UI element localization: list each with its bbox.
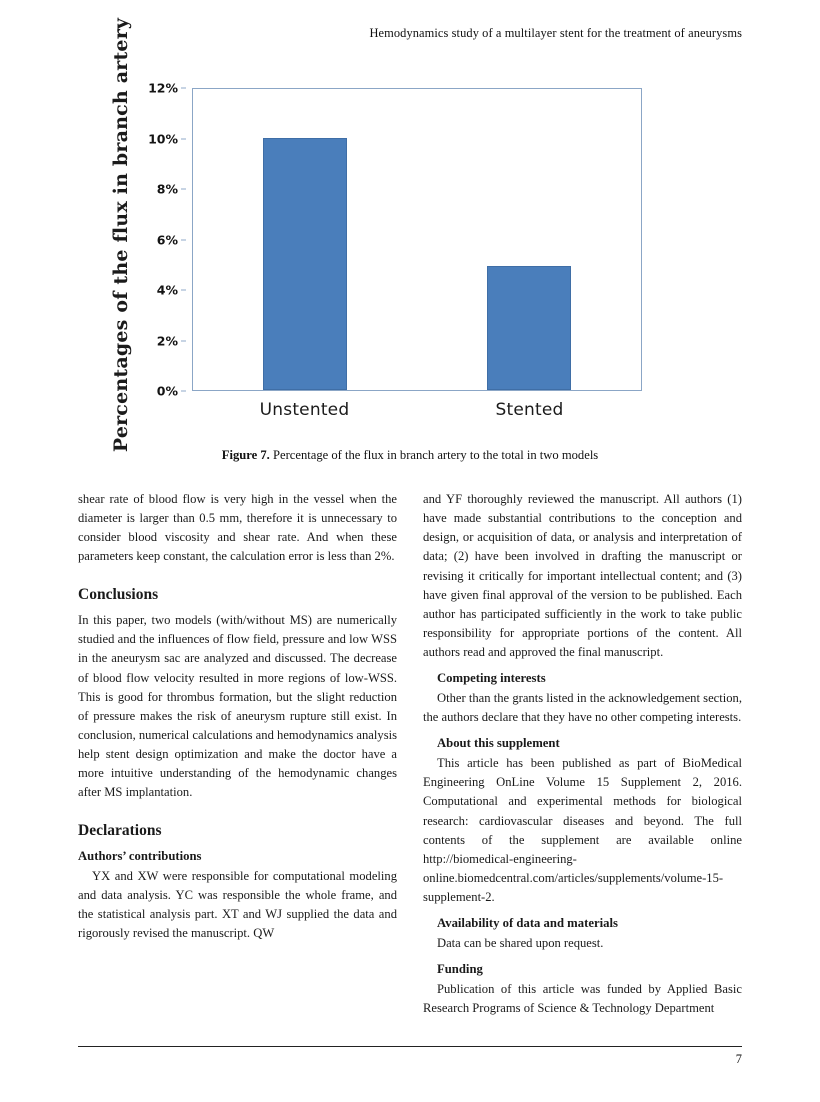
chart-x-tick-label: Unstented — [259, 400, 350, 420]
chart-y-tick-mark — [181, 391, 186, 392]
heading-availability: Availability of data and materials — [437, 916, 618, 931]
figure-caption-label: Figure 7. — [221, 448, 270, 462]
paragraph-funding: Publication of this article was funded by Applied Basic Research Programs of Science & Technology Department — [423, 981, 742, 1016]
heading-about-this-supplement: About this supplement — [437, 736, 560, 751]
chart-y-tick-label: 8% — [156, 181, 178, 197]
chart-x-tick-label: Stented — [495, 400, 564, 420]
paragraph-authors-contributions-continued: and YF thoroughly reviewed the manuscript. All authors (1) have made substantial contributions to the conception and design, or acquisition of data, or analysis and interpretation of data; (2) have been involved in drafting the manuscript or revising it critically for important intellectual content; and (3) have given final approval of the version to be published. Each author has participated sufficiently in the work to take public responsibility for appropriate portions of the content. All authors read and approved the final manuscript. — [423, 492, 742, 660]
paragraph-conclusions: In this paper, two models (with/without MS) are numerically studied and the influences of flow field, pressure and low WSS in the aneurysm sac are analyzed and discussed. The decrease of blood flow velocity resulted in more regions of low-WSS. This is good for thrombus formation, but the slight reduction of pressure makes the risk of aneurysm rupture still exist. In conclusion, numerical calculations and hemodynamics analysis help stent design optimization and make the doctor have a more intuitive understanding of the hemodynamic changes after MS implantation. — [78, 613, 397, 800]
footer-rule — [78, 1046, 742, 1047]
heading-funding: Funding — [437, 962, 483, 977]
right-column — [423, 490, 742, 1030]
chart-y-tick-label: 6% — [156, 232, 178, 247]
chart-y-tick-label: 12% — [148, 80, 178, 96]
chart-y-tick-mark — [181, 138, 186, 139]
heading-authors-contributions: Authors’ contributions — [78, 849, 202, 864]
chart-y-tick-mark — [181, 88, 186, 89]
chart-bar-slot — [193, 89, 417, 390]
chart-bar-slot — [417, 89, 641, 390]
chart-y-tick-label: 10% — [148, 131, 178, 146]
body-columns — [78, 490, 742, 1030]
chart-y-axis-title — [104, 17, 138, 453]
page-number: 7 — [735, 1052, 742, 1066]
chart-y-tick-mark — [181, 290, 186, 291]
chart-y-tick-mark — [181, 189, 186, 190]
left-column — [78, 490, 397, 1030]
chart-bars — [193, 89, 641, 390]
paragraph-about-this-supplement: This article has been published as part of BioMedical Engineering OnLine Volume 15 Supplement 2, 2016. Computational and experimental methods for biological research: cardiovascular diseases and beyond. The full contents of the supplement are available online http://biomedical-engineering-online.biomedcentral.com/articles/supplements/volume-15-supplement-2. — [423, 756, 742, 905]
chart-plot-area — [192, 88, 642, 391]
figure-caption-text: Percentage of the flux in branch artery to the total in two models — [269, 448, 599, 462]
paragraph-availability: Data can be shared upon request. — [437, 936, 604, 951]
chart-y-ticks — [140, 80, 186, 399]
chart-y-tick-label: 0% — [156, 383, 178, 399]
paragraph-continued: shear rate of blood flow is very high in the vessel when the diameter is larger than 0.5 mm, therefore it is unnecessary to consider blood viscosity and shear rate. And when these parameters keep constant, the calculation error is less than 2%. — [78, 492, 397, 564]
figure-caption — [78, 448, 742, 463]
paragraph-competing-interests: Other than the grants listed in the acknowledgement section, the authors declare that they have no other competing interests. — [423, 691, 742, 725]
chart-bar — [263, 138, 347, 391]
chart-y-axis-title-text: Percentages of the flux in branch artery — [110, 17, 133, 453]
paragraph-authors-contributions: YX and XW were responsible for computational modeling and data analysis. YC was responsible the whole frame, and the statistical analysis part. XT and WJ supplied the data and rigorously revised the manuscript. QW — [78, 868, 397, 941]
chart-x-tick-labels — [192, 400, 642, 420]
chart-y-tick-label: 4% — [156, 282, 178, 298]
running-head: Hemodynamics study of a multilayer stent for the treatment of aneurysms — [369, 26, 742, 40]
chart-y-tick-mark — [181, 239, 186, 240]
heading-declarations: Declarations — [78, 821, 162, 839]
chart-y-tick-mark — [181, 340, 186, 341]
heading-conclusions: Conclusions — [78, 585, 159, 603]
heading-competing-interests: Competing interests — [437, 671, 546, 686]
chart-y-tick-label: 2% — [156, 333, 178, 348]
chart-bar — [487, 266, 571, 390]
